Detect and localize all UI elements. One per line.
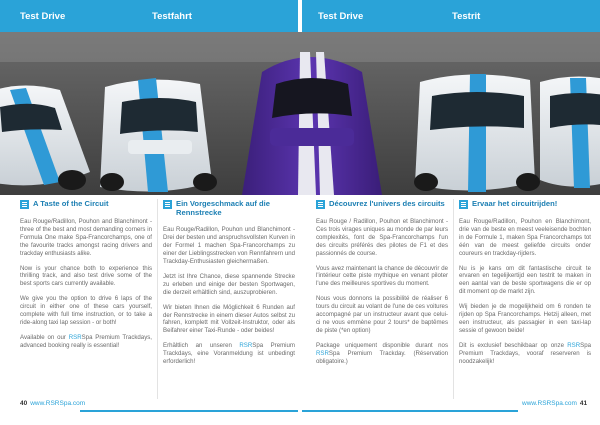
paragraph-booking — [316, 342, 448, 366]
booking-text-end: Spa Premium Trackdays, advanced booking really is essential! — [20, 333, 152, 349]
paragraph-booking — [163, 342, 295, 366]
column-fr — [316, 199, 448, 373]
booking-text: Package uniquement disponible durant nos — [316, 341, 448, 349]
section-bullet-icon — [459, 200, 468, 209]
column-title: Découvrez l'univers des circuits — [329, 199, 445, 208]
paragraph: Eau Rouge/Radillon, Pouhon and Blanchimont - three of the best and most demanding corners in Formula One make Spa-Francorchamps, one of the favourite tracks amongst racing drivers and trackday enthusiasts alike. — [20, 218, 152, 257]
column-title: A Taste of the Circuit — [33, 199, 109, 208]
column-title: Ein Vorgeschmack auf die Rennstrecke — [176, 199, 270, 218]
booking-text-end: Spa Premium Trackdays, eine Voranmeldung ist unbedingt erforderlich! — [163, 342, 295, 366]
column-title: Ervaar het circuitrijden! — [472, 199, 558, 208]
rsr-brand: RSR — [567, 341, 581, 349]
booking-text-end: Spa Premium Trackday. (Réservation obligatoire.) — [316, 349, 448, 365]
booking-text: Dit is exclusief beschikbaar op onze — [459, 341, 568, 349]
section-bullet-icon — [316, 200, 325, 209]
paragraph: Nu is je kans om dit fantastische circuit te ervaren en tegelijkertijd een testrit te maken in een aantal van de beste sportwagens die er op dit moment op de markt zijn. — [459, 264, 591, 296]
rsr-brand: RSR — [239, 342, 253, 350]
paragraph: Now is your chance both to experience this thrilling track, and also test drive some of the best sports cars currently available. — [20, 264, 152, 288]
section-bullet-icon — [20, 200, 29, 209]
header-label-en-left: Test Drive — [20, 11, 66, 22]
column-nl — [459, 199, 591, 373]
header-label-nl: Testrit — [452, 11, 481, 22]
website-link-left[interactable]: www.RSRSpa.com — [30, 400, 86, 407]
paragraph: Jetzt ist Ihre Chance, diese spannende Strecke zu erleben und einige der besten Sportwagen, die derzeit erhältlich sind, auszuprobieren. — [163, 272, 295, 296]
column-divider — [453, 199, 454, 399]
paragraph-booking — [459, 342, 591, 366]
footer-right — [522, 400, 590, 407]
paragraph: Vous avez maintenant la chance de découvrir de l'intérieur cette piste mythique en venant piloter l'une des meilleures sportives du moment. — [316, 264, 448, 288]
paragraph: Nous vous donnons la possibilité de réaliser 6 tours du circuit au volant de l'une de ces voitures accompagné par un instructeur avant que celui-ci ne vous emmène pour 2 tours* de baptêmes de piste (*en option) — [316, 295, 448, 334]
cars-on-track-image — [0, 32, 600, 195]
rsr-brand: RSR — [68, 333, 82, 341]
paragraph: Wir bieten Ihnen die Möglichkeit 6 Runden auf der Rennstrecke in einem dieser Autos selbst zu fahren, komplett mit Vollzeit-Instruktor, oder als Beifahrer einer Taxi-Runde - oder beides! — [163, 303, 295, 335]
header-bar — [0, 0, 600, 32]
column-de — [163, 199, 295, 373]
footer-rule-left — [80, 410, 298, 412]
paragraph: Eau Rouge / Radillon, Pouhon et Blanchimont - Ces trois virages uniques au monde de par leurs complexités, font de Spa-Francorchamps l'un des circuits préférés des pilotes de F1 et des passionnés de course. — [316, 218, 448, 257]
booking-text: Available on our — [20, 333, 69, 341]
booking-text-end: Spa Premium Trackdays, vooraf reserveren is noodzakelijk! — [459, 341, 591, 365]
page-number-left: 40 — [20, 400, 28, 407]
paragraph-booking — [20, 334, 152, 350]
page-number-right: 41 — [579, 400, 588, 407]
paragraph: We give you the option to drive 6 laps of the circuit in either one of these cars yourself, complete with full time instruction, or to take a ride-along taxi lap session - or both! — [20, 295, 152, 326]
footer-rule-right — [302, 410, 518, 412]
website-link-right[interactable]: www.RSRSpa.com — [522, 400, 577, 407]
paragraph: Eau Rouge/Radillon, Pouhon und Blanchimont - Drei der besten und anspruchsvollsten Kurven in der Formel 1 machen Spa-Francorchamps zu einer der Lieblingsstrecken von Rennfahrern und Trackday-Enthusiasten gleichermaßen. — [163, 226, 295, 266]
column-divider — [157, 199, 158, 399]
booking-text: Erhältlich an unseren — [163, 342, 240, 350]
paragraph: Eau Rouge/Radillon, Pouhon en Blanchimont, drie van de beste en meest veeleisende bochten in de Formule 1, maken Spa Francorchamps tot één van de meest geliefde circuits onder coureurs en trackday-rijders. — [459, 218, 591, 257]
footer-left — [20, 400, 85, 407]
header-label-fr: Test Drive — [318, 11, 364, 22]
section-bullet-icon — [163, 200, 172, 209]
hero-photo — [0, 32, 600, 195]
header-label-de: Testfahrt — [152, 11, 192, 22]
paragraph: Wij bieden je de mogelijkheid om 6 ronden te rijden op Spa Francorchamps. Hetzij alleen, met een instructeur, als passagier in een taxi-lap sessie of gewoon beide! — [459, 303, 591, 334]
column-en — [20, 199, 152, 357]
rsr-brand: RSR — [316, 349, 329, 357]
